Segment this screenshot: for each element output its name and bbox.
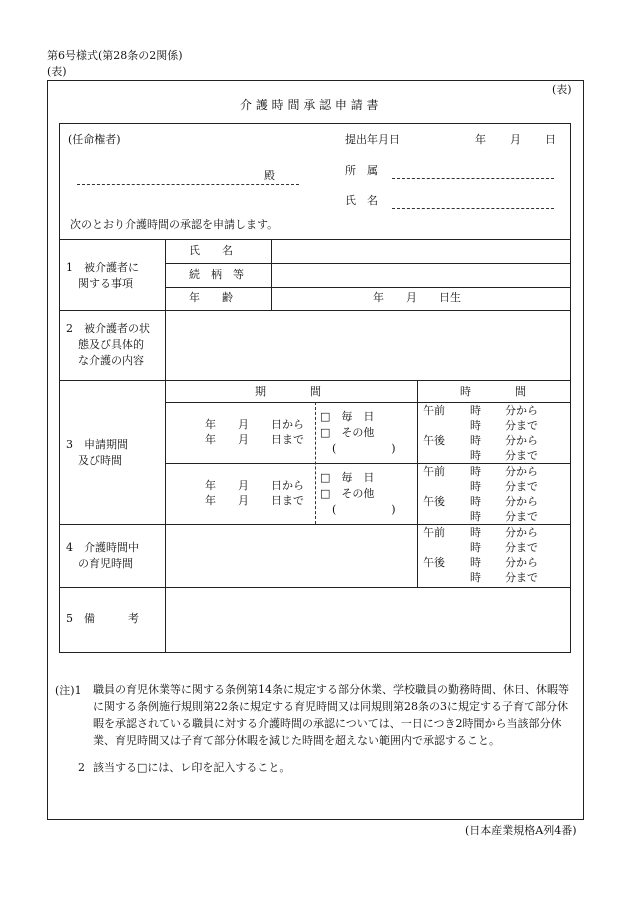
dept-label: 所 属 <box>345 164 378 177</box>
to-min-label: 分まで <box>505 449 538 462</box>
s1-label-2: 関する事項 <box>78 277 133 290</box>
submit-date-label: 提出年月日 <box>345 133 400 146</box>
name-line[interactable] <box>392 208 554 209</box>
note-2-prefix: 2 <box>78 761 85 774</box>
period-to: 年 月 日まで <box>205 494 304 507</box>
date-month: 月 <box>510 133 521 146</box>
other-paren: ( ) <box>332 503 396 516</box>
s1-relation-label: 続 柄 等 <box>189 268 244 281</box>
hour-label: 時 <box>470 571 481 584</box>
pm-label: 午後 <box>423 434 445 447</box>
period-from: 年 月 日から <box>205 479 304 492</box>
frame-side-label: (表) <box>552 83 572 96</box>
date-year: 年 <box>475 133 486 146</box>
s5-label: 5 備 考 <box>66 612 139 625</box>
other-checkbox[interactable]: □ その他 <box>320 487 375 500</box>
am-label: 午前 <box>423 404 445 417</box>
from-min-label: 分から <box>505 556 538 569</box>
to-min-label: 分まで <box>505 419 538 432</box>
pm-label: 午後 <box>423 556 445 569</box>
rule <box>165 263 571 264</box>
to-min-label: 分まで <box>505 510 538 523</box>
rule <box>165 463 571 464</box>
period-header: 期 間 <box>255 385 321 398</box>
intro-text: 次のとおり介護時間の承認を申請します。 <box>70 218 279 231</box>
note-1-prefix: (注)1 <box>55 684 82 697</box>
dono-label: 殿 <box>264 169 275 182</box>
s1-birth-date: 年 月 日生 <box>373 291 461 304</box>
daily-checkbox[interactable]: □ 毎 日 <box>320 410 375 423</box>
paper-size-note: (日本産業規格A列4番) <box>465 824 577 837</box>
to-min-label: 分まで <box>505 541 538 554</box>
period-to: 年 月 日まで <box>205 433 304 446</box>
rule <box>59 380 571 381</box>
name-label: 氏 名 <box>345 194 378 207</box>
from-min-label: 分から <box>505 495 538 508</box>
authority-line[interactable] <box>77 184 299 185</box>
rule <box>165 402 571 403</box>
s3-label: 3 申請期間 <box>66 438 128 451</box>
rule <box>271 239 272 310</box>
authority-label: (任命権者) <box>68 133 121 146</box>
rule <box>59 239 571 240</box>
note-1-text: 職員の育児休業等に関する条例第14条に規定する部分休業、学校職員の勤務時間、休日、休暇等に関する条例施行規則第22条に規定する育児時間又は同規則第28条の3に規定する子育て部分休暇を承認されている職員に対する介護時間の承認については、一日につき2時間から当該部分休業、育児時間又は子育て部分休暇を減じた時間を超えない範囲内で承認すること。 <box>93 683 569 747</box>
time-column-line <box>417 380 418 587</box>
from-min-label: 分から <box>505 526 538 539</box>
s2-label: 2 被介護者の状 <box>66 322 150 335</box>
form-title: 介 護 時 間 承 認 申 請 書 <box>240 98 379 112</box>
hour-label: 時 <box>470 404 481 417</box>
rule <box>165 287 571 288</box>
s2-label-2: 態及び具体的 <box>78 338 144 351</box>
from-min-label: 分から <box>505 465 538 478</box>
hour-label: 時 <box>470 495 481 508</box>
s4-label: 4 介護時間中 <box>66 541 139 554</box>
daily-checkbox[interactable]: □ 毎 日 <box>320 471 375 484</box>
hour-label: 時 <box>470 449 481 462</box>
other-paren: ( ) <box>332 442 396 455</box>
s4-label-2: の育児時間 <box>78 557 133 570</box>
hour-label: 時 <box>470 526 481 539</box>
dept-line[interactable] <box>392 178 554 179</box>
rule <box>59 524 571 525</box>
from-min-label: 分から <box>505 404 538 417</box>
period-divider <box>315 402 316 524</box>
to-min-label: 分まで <box>505 571 538 584</box>
am-label: 午前 <box>423 465 445 478</box>
pm-label: 午後 <box>423 495 445 508</box>
side-label: (表) <box>47 65 67 78</box>
form-number: 第6号様式(第28条の2関係) <box>47 49 183 62</box>
hour-label: 時 <box>470 541 481 554</box>
note-2-text: 該当する□には、レ印を記入すること。 <box>93 761 291 774</box>
hour-label: 時 <box>470 419 481 432</box>
from-min-label: 分から <box>505 434 538 447</box>
rule <box>59 310 571 311</box>
s1-age-label: 年 齢 <box>189 291 233 304</box>
time-header: 時 間 <box>460 385 526 398</box>
s1-label: 1 被介護者に <box>66 261 139 274</box>
am-label: 午前 <box>423 526 445 539</box>
s2-label-3: な介護の内容 <box>78 354 144 367</box>
hour-label: 時 <box>470 434 481 447</box>
period-from: 年 月 日から <box>205 418 304 431</box>
other-checkbox[interactable]: □ その他 <box>320 426 375 439</box>
s1-name-label: 氏 名 <box>189 244 233 257</box>
hour-label: 時 <box>470 556 481 569</box>
rule <box>59 587 571 588</box>
date-day: 日 <box>545 133 556 146</box>
s3-label-2: 及び時間 <box>78 454 122 467</box>
hour-label: 時 <box>470 480 481 493</box>
label-column-line <box>165 239 166 653</box>
hour-label: 時 <box>470 510 481 523</box>
hour-label: 時 <box>470 465 481 478</box>
to-min-label: 分まで <box>505 480 538 493</box>
